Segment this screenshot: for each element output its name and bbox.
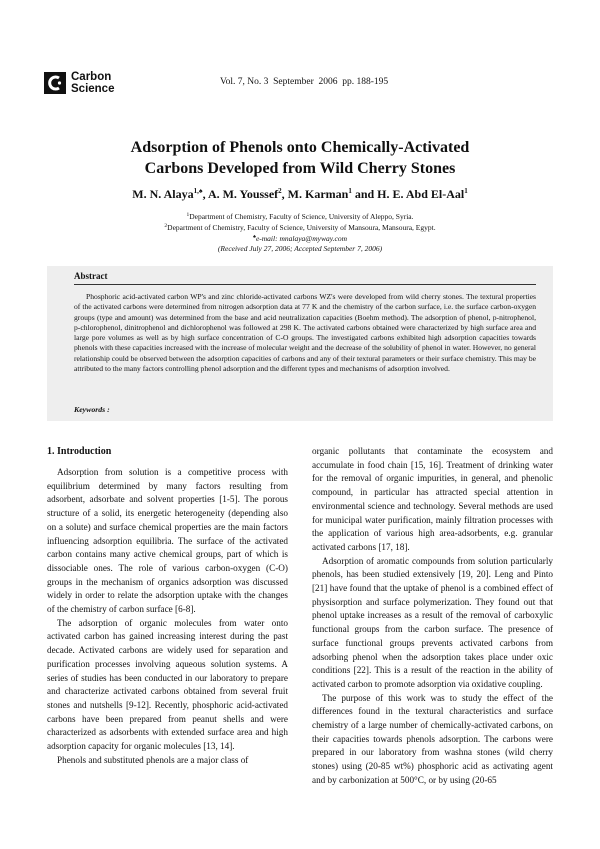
article-title bbox=[60, 137, 540, 179]
journal-name bbox=[71, 71, 114, 95]
carbon-science-logo-icon bbox=[44, 72, 66, 94]
paragraph: Adsorption of aromatic compounds from solution particularly phenols, has been studied extensively [19, 20]. Leng and Pinto [21] have found that the uptake of phenol is a combined effect of physisorption and surface polymerization. They found out that phenol uptake increases as a result of the removal of carboxylic functional groups from the carbon surface. The presence of surface functional groups prevents activated carbons from adsorbing phenol when the adsorption takes place under oxic conditions [22]. This is a result of the reaction in the ability of activated carbon to promote adsorption via oxidative coupling. bbox=[312, 555, 553, 689]
author-separator: , bbox=[281, 187, 288, 201]
affiliation-2-text: Department of Chemistry, Faculty of Science, University of Mansoura, Mansoura, Egypt. bbox=[167, 223, 436, 232]
author-superscript: 2 bbox=[278, 187, 282, 195]
author-name: M. N. Alaya bbox=[132, 187, 194, 201]
paragraph: Adsorption from solution is a competitive process with equilibrium determined by many factors resulting from adsorbent, adsorbate and solvent properties [1-5]. The porous structure of a solid, its energetic heterogeneity (depending also on a solute) and surface chemical properties are the main factors influencing adsorption equilibria. The surface of the activated carbon contains many active chemical groups, part of which is dissociable ones. The role of various carbon-oxygen (C-O) groups in the mechanism of organics adsorption was discussed widely in order to relate the adsorption uptake with the changes of the chemistry of carbon surface [6-8]. bbox=[47, 467, 288, 615]
paragraph: organic pollutants that contaminate the ecosystem and accumulate in food chain [15, 16]. Treatment of drinking water for the removal of organic impurities, in general, and phenolic compound, in particular has attracted special attention in environmental science and technology. Several methods are used for municipal water purification, mainly filtration processes with the application of various high area-adsorbents, e.g. granular activated carbons [17, 18]. bbox=[312, 446, 553, 552]
keywords-label: Keywords : bbox=[74, 405, 110, 414]
author-separator: , bbox=[202, 187, 208, 201]
journal-name-line2: Science bbox=[71, 83, 115, 95]
abstract-heading: Abstract bbox=[74, 271, 108, 281]
paragraph: Phenols and substituted phenols are a major class of bbox=[57, 754, 249, 765]
paragraph: The purpose of this work was to study the effect of the differences found in the textural characteristics and surface chemistry of a large number of chemically-activated carbons, on their capacities towards phenols adsorption. The carbons were prepared in our laboratory from washna stones (wild cherry stones) using (20-85 wt%) phosphoric acid as activating agent and by carbonization at 500°C, or by using (20-65 bbox=[312, 692, 553, 785]
affiliation-1-superscript: 1 bbox=[186, 212, 190, 218]
author-superscript: 1 bbox=[348, 187, 352, 195]
received-dates: (Received July 27, 2006; Accepted September 7, 2006) bbox=[217, 244, 383, 253]
author-superscript: 1,♠ bbox=[193, 187, 203, 195]
affiliation-2-superscript: 2 bbox=[164, 223, 168, 229]
abstract-text: Phosphoric acid-activated carbon WP's and zinc chloride-activated carbons WZ's were developed from wild cherry stones. The textural properties of the activated carbons were determined from nitrogen adsorption data at 77 K and the chemistry of the carbon surface, i.e. the surface carbon-oxygen groups (type and amount) was determined from the base and acid neutralization capacities (Boehm method). The adsorption of phenol, p-nitrophenol, p-chlorophenol, dinitrophenol and dichlorophenol was followed at 298 K. The activated carbons obtained were characterized by high surface area and large pore volumes as well as by high surface concentration of C-O groups. The investigated carbons exhibited high adsorption capacities towards phenols with these capacities increased with the increase of molecular weight and the decrease of the solubility of phenol in water. However, no general relationship could be observed between the adsorption capacities of carbons and any of their textural parameters or their surface chemistry. This may be attributed to the many factors controlling phenol adsorption and the different types and mechanisms of adsorption involved. bbox=[74, 292, 536, 374]
title-line2: Carbons Developed from Wild Cherry Stones bbox=[144, 160, 456, 177]
title-line1: Adsorption of Phenols onto Chemically-Activated bbox=[130, 139, 470, 156]
affiliation-1-text: Department of Chemistry, Faculty of Science, University of Aleppo, Syria. bbox=[189, 212, 414, 221]
email-text: e-mail: mnalaya@myway.com bbox=[255, 234, 347, 243]
author-name: A. M. Youssef bbox=[207, 187, 279, 201]
section-heading-introduction: 1. Introduction bbox=[47, 446, 112, 457]
author-list bbox=[60, 187, 540, 202]
right-column bbox=[312, 445, 553, 788]
abstract-divider bbox=[74, 284, 536, 285]
volume-info: Vol. 7, No. 3 September 2006 pp. 188-195 bbox=[220, 77, 389, 87]
paragraph: The adsorption of organic molecules from water onto activated carbon has gained increasing interest during the past decade. Activated carbons are widely used for separation and purification processes involving aqueous solution systems. A series of studies has been conducted in our laboratory to prepare and characterize activated carbons obtained from several fruit stones and nutshells [9-12]. Recently, phosphoric acid-activated carbons have been prepared from peanut shells and were characterized as adsorbents with extended surface area and high adsorption capacity for organic molecules [13, 14]. bbox=[47, 617, 288, 752]
left-column bbox=[47, 466, 288, 767]
author-separator: and bbox=[351, 187, 378, 201]
author-name: H. E. Abd El-Aal bbox=[377, 187, 465, 201]
journal-name-line1: Carbon bbox=[71, 71, 112, 83]
journal-logo bbox=[44, 71, 114, 95]
author-superscript: 1 bbox=[464, 187, 468, 195]
author-name: M. Karman bbox=[287, 187, 349, 201]
email-superscript: ♠ bbox=[253, 234, 256, 240]
